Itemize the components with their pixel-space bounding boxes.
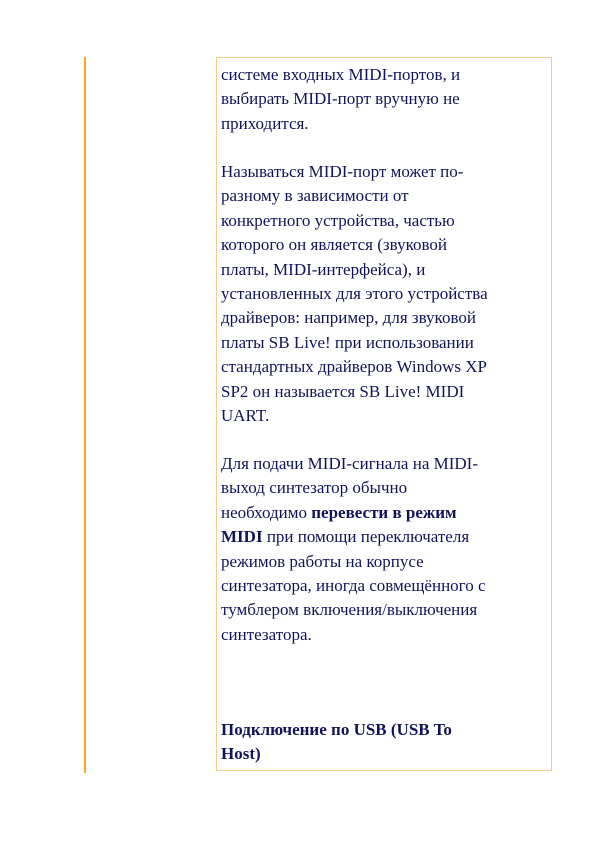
paragraph-midi-port-naming [221,160,549,428]
paragraph-text: системе входных MIDI-портов, и выбирать MIDI-порт вручную не приходится. [221,65,461,133]
paragraph-text-start: Для подачи MIDI-сигнала на MIDI- выход синтезатор обычно необходимо [221,454,479,522]
section-heading [221,718,549,767]
section-heading-text: Подключение по USB (USB To Host) [221,720,452,764]
paragraph-text-end: при помощи переключателя режимов работы на корпусе синтезатора, иногда совмещённого с тумблером включения/выключения синтезатора. [221,527,486,644]
paragraph-midi-mode [221,452,549,647]
paragraph-text: Называться MIDI-порт может по- разному в зависимости от конкретного устройства, частью которого он является (звуковой платы, MIDI-интерфейса), и установленных для этого устройства драйверов: например, для звуковой платы SB Live! при использовании стандартных драйверов Windows XP SP2 он называется SB Live! MIDI UART. [221,162,488,426]
paragraph-text-bold: перевести в режим MIDI [221,502,457,547]
left-margin-rule [84,57,86,773]
paragraph-midi-ports-list [221,63,549,136]
paragraph-text [221,452,549,647]
